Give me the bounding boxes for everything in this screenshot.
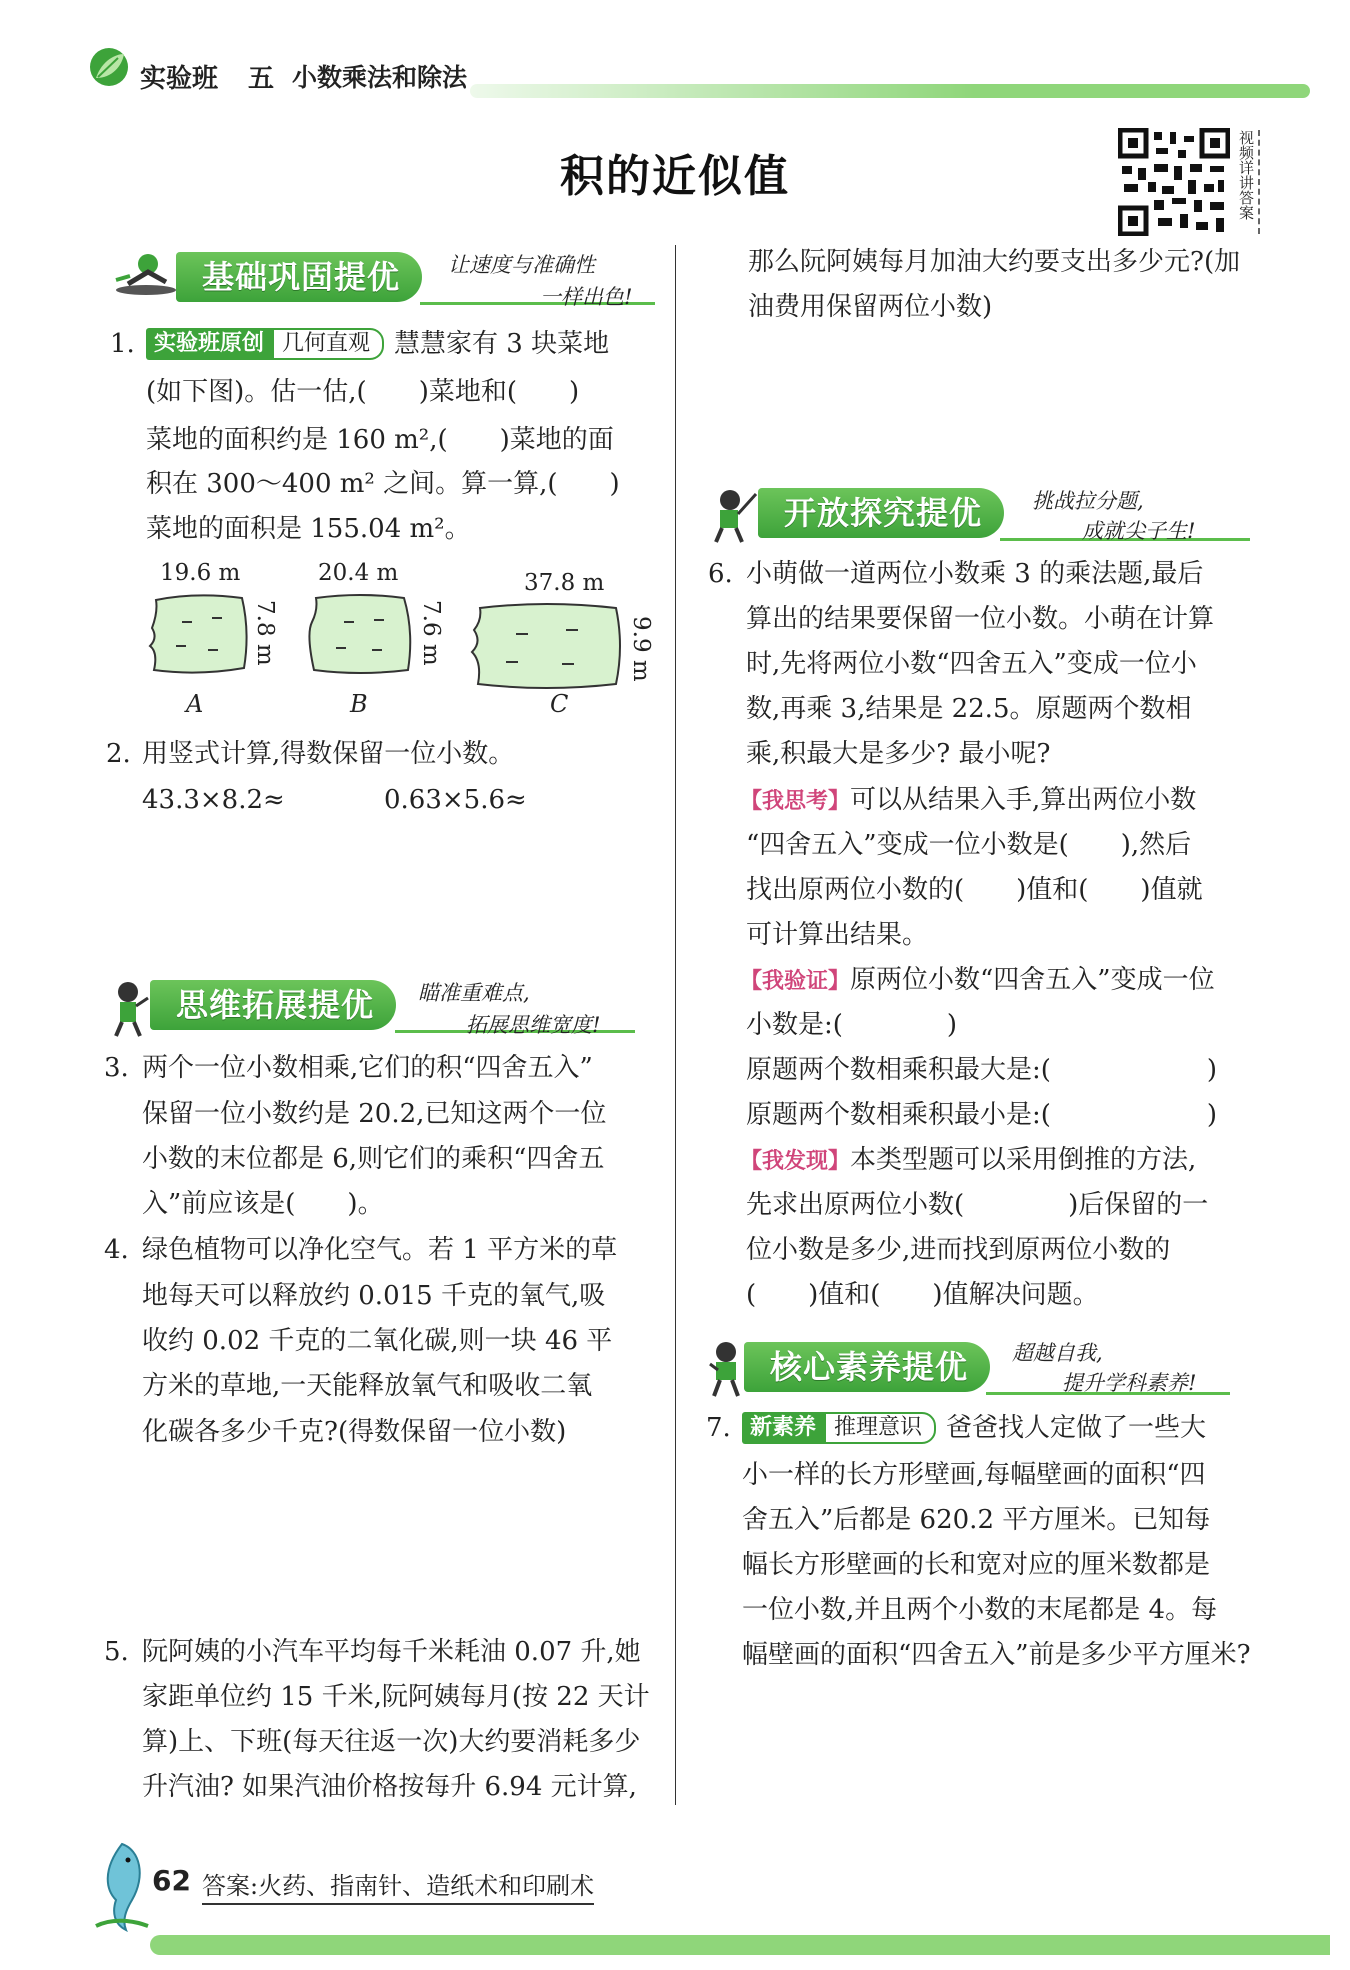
- q5-line-1: 阮阿姨的小汽车平均每千米耗油 0.07 升,她: [142, 1637, 641, 1667]
- q5-line-2: 家距单位约 15 千米,阮阿姨每月(按 22 天计: [142, 1682, 650, 1712]
- q7-tag-literacy: 新素养: [742, 1412, 824, 1444]
- q3-line-1: 两个一位小数相乘,它们的积“四舍五入”: [142, 1053, 593, 1083]
- section-basic-sub1: 让速度与准确性: [448, 253, 595, 277]
- mascot-skateboard-icon: [108, 250, 178, 298]
- q6-line-5: 乘,积最大是多少? 最小呢?: [746, 739, 1051, 769]
- column-divider: [675, 245, 676, 1805]
- section-open-title: 开放探究提优: [758, 488, 1004, 538]
- q6-line-1: 小萌做一道两位小数乘 3 的乘法题,最后: [746, 559, 1204, 589]
- section-core-sub1: 超越自我,: [1012, 1341, 1103, 1365]
- q5-cont-line-1: 那么阮阿姨每月加油大约要支出多少元?(加: [748, 247, 1241, 277]
- q6-verify-line-4: 原题两个数相乘积最小是:( ): [746, 1100, 1218, 1130]
- section-open-sub2: 成就尖子生!: [1082, 519, 1196, 543]
- q6-find-line-4: ( )值和( )值解决问题。: [746, 1280, 1099, 1310]
- q7-line-6: 幅壁画的面积“四舍五入”前是多少平方厘米?: [742, 1640, 1251, 1670]
- q6-find-text-1: 本类型题可以采用倒推的方法,: [850, 1145, 1197, 1175]
- plot-c-letter: C: [550, 690, 569, 718]
- q6-think-line-2: “四舍五入”变成一位小数是( ),然后: [746, 830, 1192, 860]
- plot-c-top-length: 37.8 m: [524, 570, 605, 596]
- q2-expr-2: 0.63×5.6≈: [384, 785, 527, 815]
- q3-number: 3.: [104, 1053, 129, 1083]
- q1-line-1: 慧慧家有 3 块菜地: [394, 329, 610, 359]
- q7-line-3: 舍五入”后都是 620.2 平方厘米。已知每: [742, 1505, 1211, 1535]
- q6-think-tag: 【我思考】: [740, 789, 851, 814]
- q1-line-5: 菜地的面积是 155.04 m²。: [146, 514, 471, 544]
- section-open-banner: [758, 488, 1018, 538]
- q6-number: 6.: [708, 559, 733, 589]
- q6-think-line-3: 找出原两位小数的( )值和( )值就: [746, 875, 1203, 905]
- dolphin-icon: [92, 1840, 152, 1932]
- q7-line-5: 一位小数,并且两个小数的末尾都是 4。每: [742, 1595, 1218, 1625]
- section-thinking-title: 思维拓展提优: [150, 980, 396, 1030]
- q1-line-3: 菜地的面积约是 160 m²,( )菜地的面: [146, 425, 614, 455]
- q1-tag-original: 实验班原创: [146, 328, 272, 360]
- footer-answer: 答案:火药、指南针、造纸术和印刷术: [202, 1866, 594, 1905]
- plot-a-top-length: 19.6 m: [160, 560, 241, 586]
- q6-find-line-2: 先求出原两位小数( )后保留的一: [746, 1190, 1209, 1220]
- section-basic-title: 基础巩固提优: [176, 252, 422, 302]
- section-open-sub1: 挑战拉分题,: [1032, 489, 1144, 513]
- header-brand: 实验班: [140, 64, 219, 94]
- plot-b-letter: B: [350, 690, 368, 718]
- q6-line-3: 时,先将两位小数“四舍五入”变成一位小: [746, 649, 1197, 679]
- q7-line-4: 幅长方形壁画的长和宽对应的厘米数都是: [742, 1550, 1211, 1580]
- q3-line-4: 入”前应该是( )。: [142, 1189, 384, 1219]
- q1-first-line: [146, 322, 609, 367]
- q4-number: 4.: [104, 1235, 129, 1265]
- q6-think-text-1: 可以从结果入手,算出两位小数: [850, 785, 1197, 815]
- q6-verify-line-3: 原题两个数相乘积最大是:( ): [746, 1055, 1218, 1085]
- q6-think-line-1: [740, 778, 1196, 824]
- q1-line-2: (如下图)。估一估,( )菜地和( ): [146, 377, 580, 407]
- q3-line-3: 小数的末位都是 6,则它们的乘积“四舍五: [142, 1144, 605, 1174]
- q5-cont-line-2: 油费用保留两位小数): [748, 292, 993, 322]
- q4-line-5: 化碳各多少千克?(得数保留一位小数): [142, 1417, 567, 1447]
- q6-find-tag: 【我发现】: [740, 1149, 851, 1174]
- q6-find-line-3: 位小数是多少,进而找到原两位小数的: [746, 1235, 1171, 1265]
- q2-expr-1: 43.3×8.2≈: [142, 785, 285, 815]
- qr-label: 视频详讲答案: [1232, 130, 1260, 234]
- mascot-thinking-icon: [106, 978, 152, 1038]
- q2-text: 用竖式计算,得数保留一位小数。: [142, 739, 515, 769]
- qr-code-icon[interactable]: [1118, 128, 1230, 236]
- header-decor-bar: [470, 84, 1310, 98]
- plot-b-side-length: 7.6 m: [418, 600, 444, 666]
- q4-line-1: 绿色植物可以净化空气。若 1 平方米的草: [142, 1235, 618, 1265]
- section-basic-sub2: 一样出色!: [540, 285, 633, 309]
- section-core-title: 核心素养提优: [744, 1342, 990, 1392]
- q7-first-line: [742, 1406, 1206, 1451]
- section-basic-banner: [176, 252, 436, 302]
- q1-number: 1.: [110, 329, 135, 359]
- q5-number: 5.: [104, 1637, 129, 1667]
- plot-c-side-length: 9.9 m: [628, 616, 654, 682]
- q6-line-4: 数,再乘 3,结果是 22.5。原题两个数相: [746, 694, 1192, 724]
- q5-line-4: 升汽油? 如果汽油价格按每升 6.94 元计算,: [142, 1772, 637, 1802]
- plot-a-side-length: 7.8 m: [252, 600, 278, 666]
- q1-line-4: 积在 300～400 m² 之间。算一算,( ): [146, 469, 620, 499]
- header-unit: 五: [248, 64, 275, 94]
- section-thinking-sub1: 瞄准重难点,: [418, 981, 530, 1005]
- q1-tag-geometry: 几何直观: [272, 328, 384, 360]
- q6-verify-text-1: 原两位小数“四舍五入”变成一位: [850, 965, 1215, 995]
- q6-verify-line-2: 小数是:( ): [746, 1010, 958, 1040]
- page-title: 积的近似值: [560, 151, 790, 202]
- q6-think-line-4: 可计算出结果。: [746, 920, 929, 950]
- q7-line-1: 爸爸找人定做了一些大: [946, 1413, 1207, 1443]
- header-chapter: 小数乘法和除法: [292, 63, 468, 92]
- plot-a-letter: A: [186, 690, 204, 718]
- footer-decor-bar: [150, 1935, 1330, 1955]
- q6-find-line-1: [740, 1138, 1196, 1184]
- leaf-logo-icon: [88, 46, 130, 88]
- q7-line-2: 小一样的长方形壁画,每幅壁画的面积“四: [742, 1460, 1206, 1490]
- plot-b-top-length: 20.4 m: [318, 560, 399, 586]
- q7-tag-reasoning: 推理意识: [824, 1412, 936, 1444]
- q4-line-3: 收约 0.02 千克的二氧化碳,则一块 46 平: [142, 1326, 613, 1356]
- q3-line-2: 保留一位小数约是 20.2,已知这两个一位: [142, 1099, 607, 1129]
- section-core-banner: [744, 1342, 1004, 1392]
- q6-line-2: 算出的结果要保留一位小数。小萌在计算: [746, 604, 1215, 634]
- q4-line-4: 方米的草地,一天能释放氧气和吸收二氧: [142, 1371, 593, 1401]
- section-thinking-sub2: 拓展思维宽度!: [466, 1013, 601, 1037]
- q4-line-2: 地每天可以释放约 0.015 千克的氧气,吸: [142, 1281, 606, 1311]
- q5-line-3: 算)上、下班(每天往返一次)大约要消耗多少: [142, 1727, 641, 1757]
- q7-number: 7.: [706, 1413, 731, 1443]
- section-thinking-banner: [150, 980, 410, 1030]
- q6-verify-tag: 【我验证】: [740, 969, 851, 994]
- plot-b-shape: [304, 592, 416, 676]
- mascot-explore-icon: [706, 484, 760, 544]
- section-core-sub2: 提升学科素养!: [1062, 1371, 1197, 1395]
- plot-c-shape: [466, 600, 626, 692]
- q2-number: 2.: [106, 739, 131, 769]
- q6-verify-line-1: [740, 958, 1215, 1004]
- page-number: 62: [152, 1864, 191, 1897]
- plot-a-shape: [146, 592, 252, 676]
